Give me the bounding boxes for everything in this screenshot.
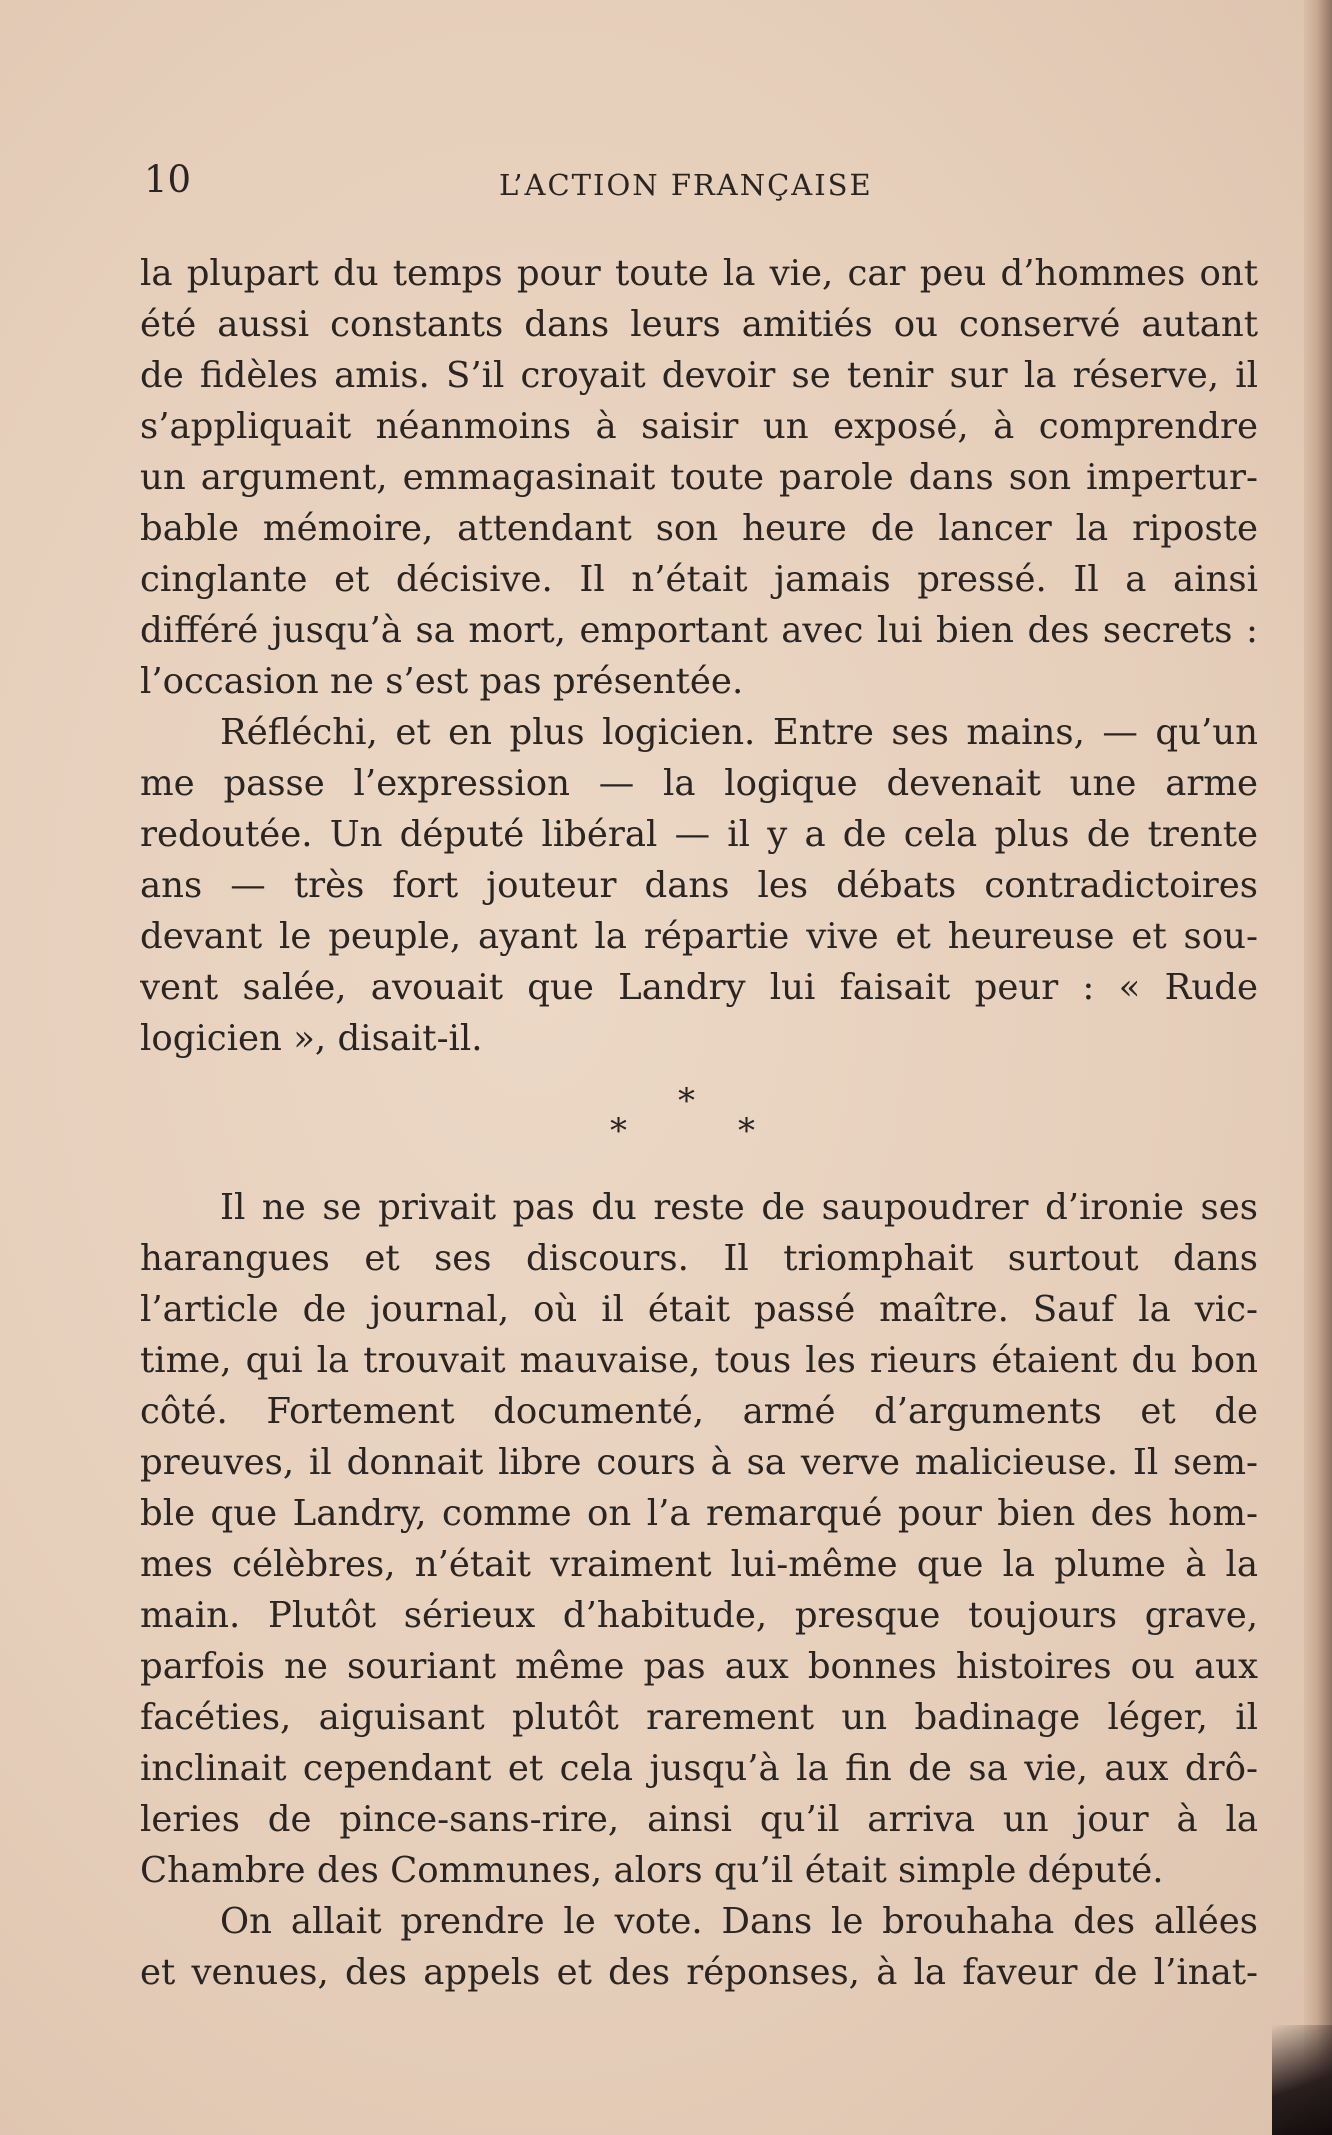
text-line: bable mémoire, attendant son heure de lancer la riposte <box>140 508 1258 549</box>
text-line: ble que Landry, comme on l’a remarqué pour bien des hom- <box>140 1493 1258 1534</box>
text-line: devant le peuple, ayant la répartie vive et heureuse et sou- <box>140 916 1258 957</box>
text-line: On allait prendre le vote. Dans le brouhaha des allées <box>220 1901 1258 1942</box>
page-edge <box>1304 0 1332 2135</box>
text-block <box>140 248 1258 1998</box>
text-line: leries de pince-sans-rire, ainsi qu’il arriva un jour à la <box>140 1799 1258 1840</box>
text-line: logicien », disait-il. <box>140 1018 483 1059</box>
text-line: Réfléchi, et en plus logicien. Entre ses mains, — qu’un <box>220 712 1258 753</box>
text-line: redoutée. Un député libéral — il y a de cela plus de trente <box>140 814 1258 855</box>
text-line: Chambre des Communes, alors qu’il était simple député. <box>140 1850 1164 1891</box>
text-line: harangues et ses discours. Il triomphait surtout dans <box>140 1238 1258 1279</box>
text-line: main. Plutôt sérieux d’habitude, presque toujours grave, <box>140 1595 1258 1636</box>
asterisk: * <box>738 1111 755 1151</box>
running-head <box>144 158 1254 206</box>
text-line: l’occasion ne s’est pas présentée. <box>140 661 744 702</box>
text-line: cinglante et décisive. Il n’était jamais pressé. Il a ainsi <box>140 559 1258 600</box>
paragraph-3 <box>140 1182 1258 1896</box>
text-line: s’appliquait néanmoins à saisir un exposé, à comprendre <box>140 406 1258 447</box>
text-line: preuves, il donnait libre cours à sa verve malicieuse. Il sem- <box>140 1442 1258 1483</box>
text-line: mes célèbres, n’était vraiment lui-même que la plume à la <box>140 1544 1258 1585</box>
text-line: de fidèles amis. S’il croyait devoir se tenir sur la réserve, il <box>140 355 1258 396</box>
text-line: inclinait cependant et cela jusqu’à la fin de sa vie, aux drô- <box>140 1748 1258 1789</box>
text-line: et venues, des appels et des réponses, à la faveur de l’inat- <box>140 1952 1258 1993</box>
text-line: me passe l’expression — la logique devenait une arme <box>140 763 1258 804</box>
text-line: été aussi constants dans leurs amitiés ou conservé autant <box>140 304 1258 345</box>
text-line: vent salée, avouait que Landry lui faisait peur : « Rude <box>140 967 1258 1008</box>
text-line: time, qui la trouvait mauvaise, tous les rieurs étaient du bon <box>140 1340 1258 1381</box>
paragraph-4 <box>140 1896 1258 1998</box>
running-title: L’ACTION FRANÇAISE <box>499 168 873 202</box>
text-line: la plupart du temps pour toute la vie, car peu d’hommes ont <box>140 253 1258 294</box>
text-line: ans — très fort jouteur dans les débats contradictoires <box>140 865 1258 906</box>
section-separator <box>140 1064 1258 1182</box>
text-line: côté. Fortement documenté, armé d’arguments et de <box>140 1391 1258 1432</box>
paragraph-1 <box>140 248 1258 707</box>
text-line: l’article de journal, où il était passé maître. Sauf la vic- <box>140 1289 1258 1330</box>
text-line: un argument, emmagasinait toute parole dans son impertur- <box>140 457 1258 498</box>
text-line: différé jusqu’à sa mort, emportant avec lui bien des secrets : <box>140 610 1258 651</box>
asterisk: * <box>678 1081 695 1121</box>
text-line: parfois ne souriant même pas aux bonnes histoires ou aux <box>140 1646 1258 1687</box>
page-number: 10 <box>144 158 192 201</box>
text-line: Il ne se privait pas du reste de saupoudrer d’ironie ses <box>220 1187 1258 1228</box>
page-corner-shadow <box>1272 2025 1332 2135</box>
asterisk: * <box>610 1111 627 1151</box>
paragraph-2 <box>140 707 1258 1064</box>
text-line: facéties, aiguisant plutôt rarement un badinage léger, il <box>140 1697 1258 1738</box>
